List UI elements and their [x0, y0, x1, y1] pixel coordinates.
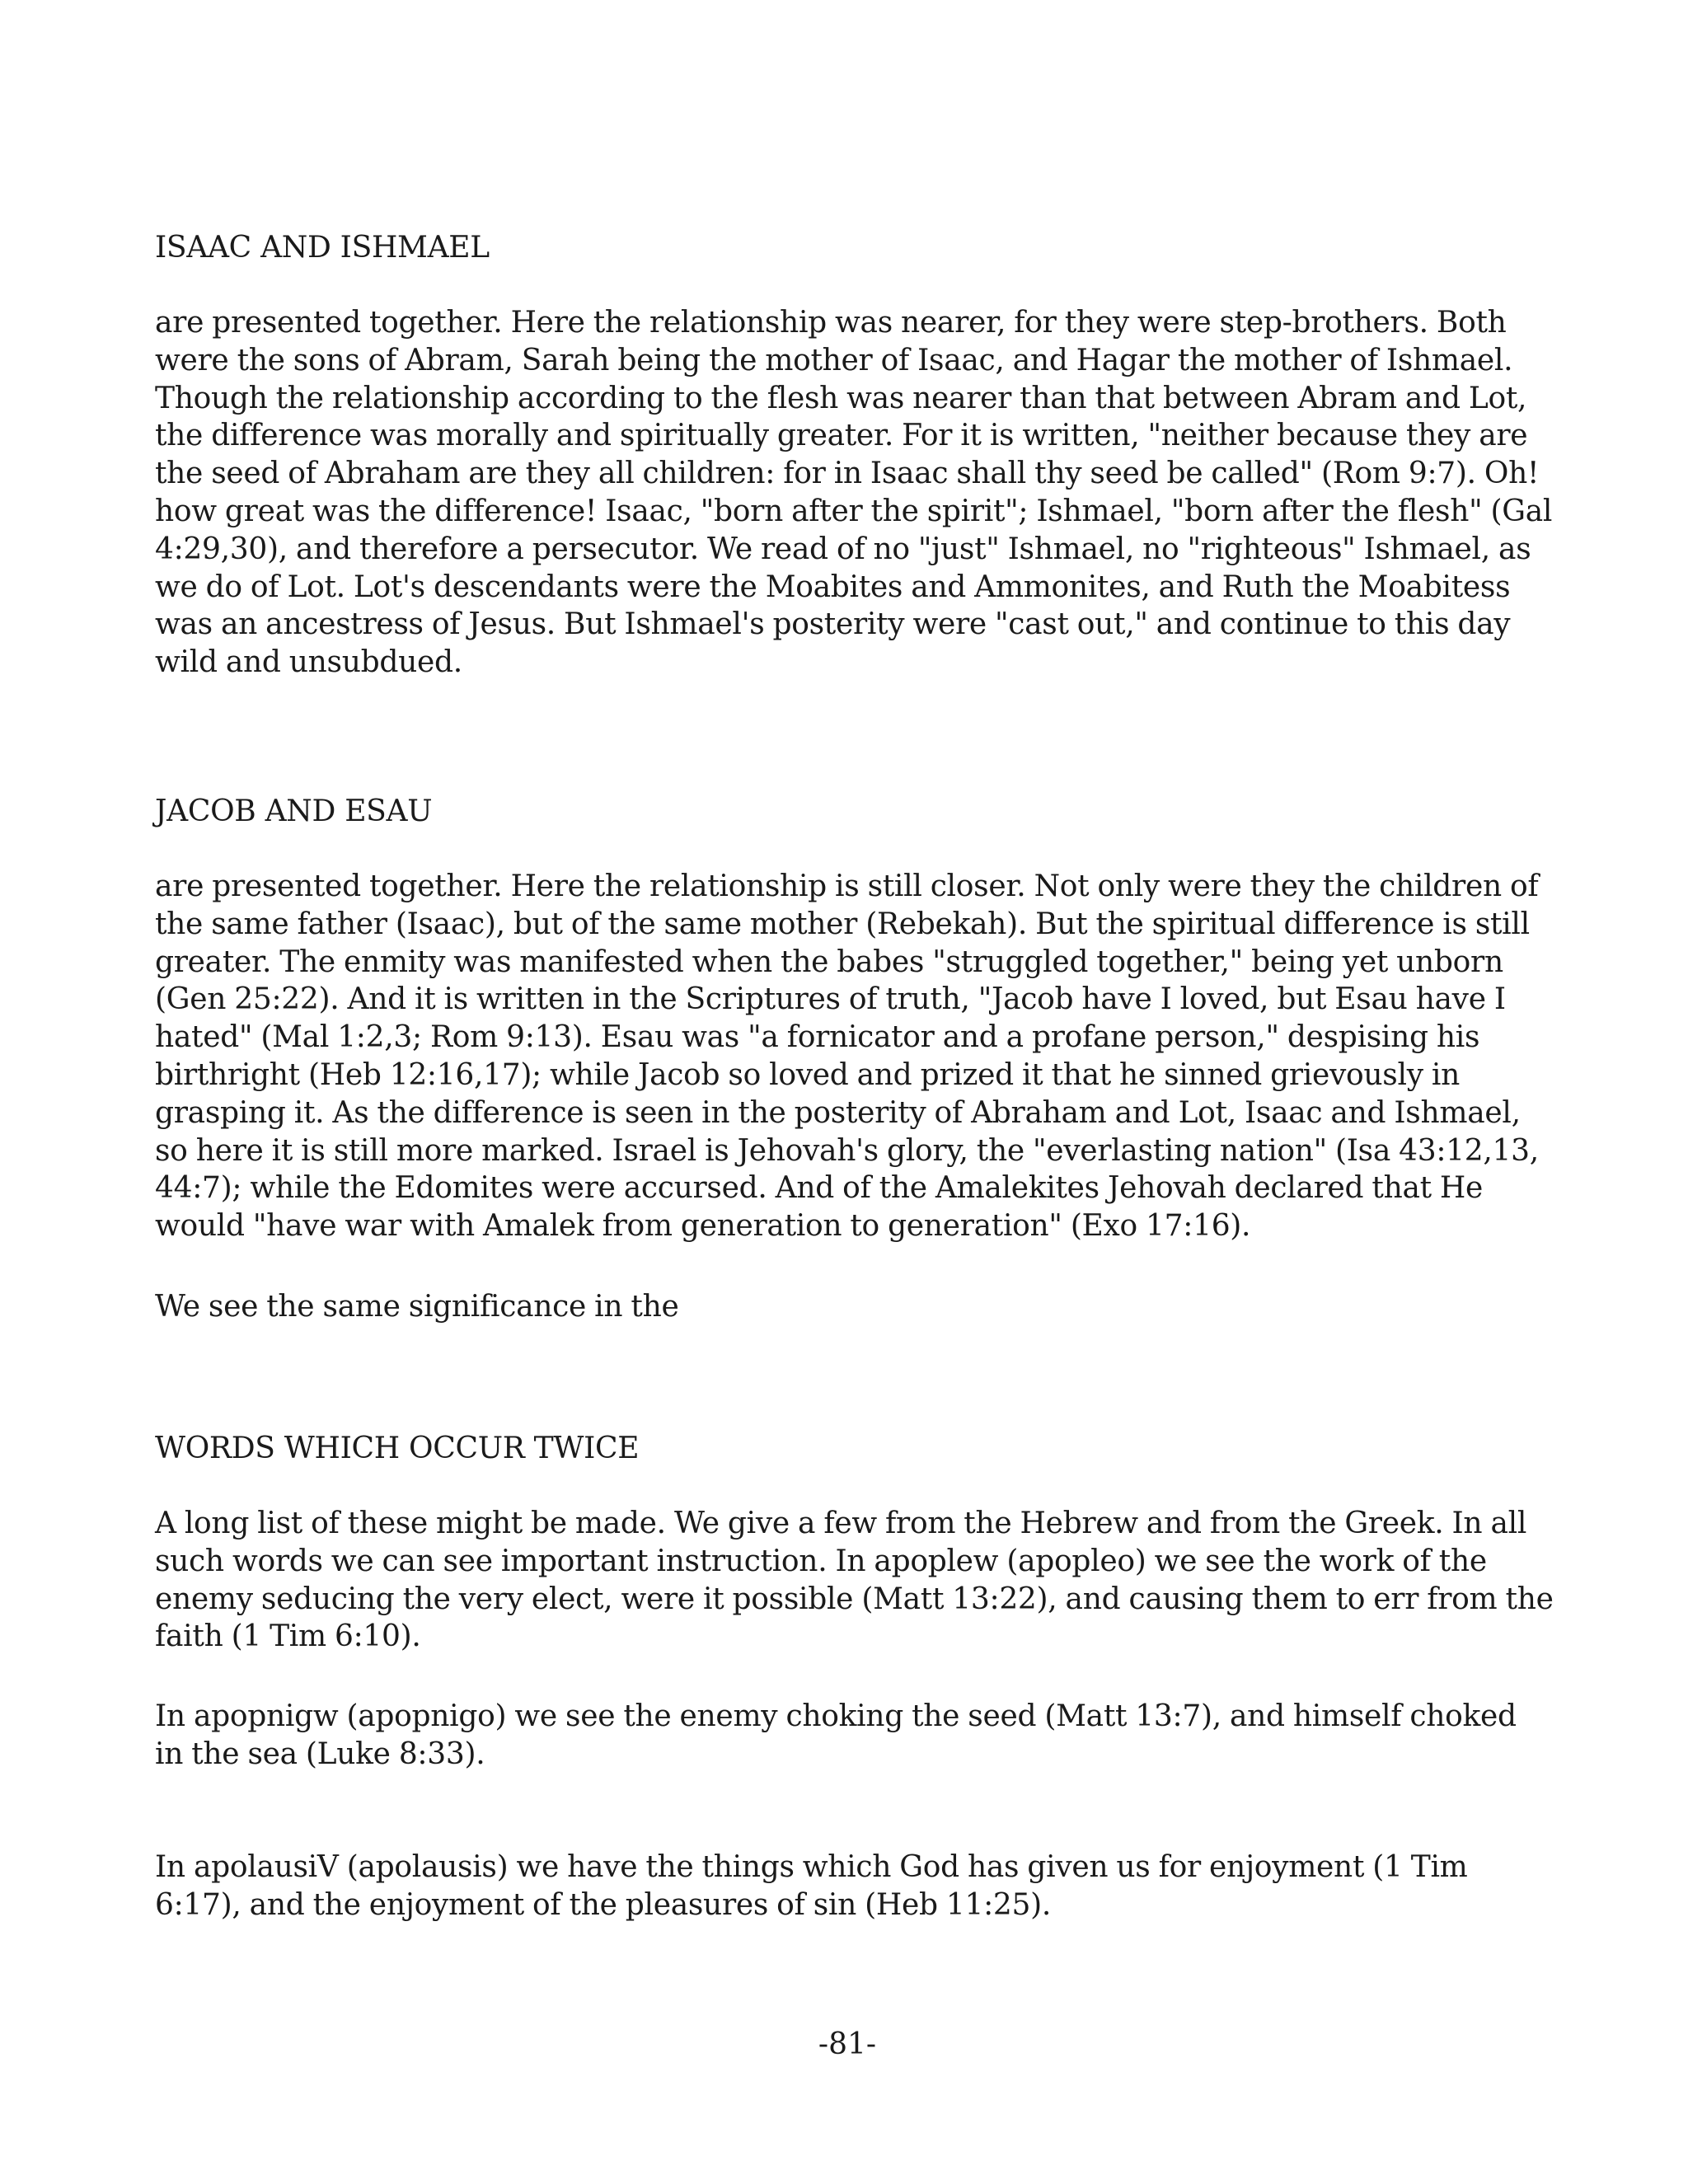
text-line: we do of Lot. Lot's descendants were the Moabites and Ammonites, and Ruth the Moabitess: [155, 569, 1511, 604]
paragraph-apopnigo: [155, 1698, 1517, 1774]
text-line: the seed of Abraham are they all children: for in Isaac shall thy seed be called" (Rom 9:7). Oh!: [155, 457, 1540, 491]
text-line: faith (1 Tim 6:10).: [155, 1619, 421, 1654]
text-line: were the sons of Abram, Sarah being the mother of Isaac, and Hagar the mother of Ishmael.: [155, 343, 1513, 377]
paragraph-apopleo: [155, 1505, 1554, 1656]
text-line: A long list of these might be made. We give a few from the Hebrew and from the Greek. In all: [155, 1507, 1527, 1540]
paragraph-jacob-and-esau: [155, 868, 1539, 1245]
paragraph-apolausis: [155, 1849, 1468, 1924]
text-line: enemy seducing the very elect, were it possible (Matt 13:22), and causing them to err from the: [155, 1582, 1554, 1616]
text-line: the difference was morally and spiritually greater. For it is written, "neither because they are: [155, 419, 1528, 453]
text-line: 6:17), and the enjoyment of the pleasures of sin (Heb 11:25).: [155, 1887, 1051, 1922]
text-line: such words we can see important instruction. In apoplew (apopleo) we see the work of the: [155, 1544, 1487, 1578]
section-heading-jacob-and-esau: JACOB AND ESAU: [155, 794, 433, 828]
section-heading-words-which-occur-twice: WORDS WHICH OCCUR TWICE: [155, 1432, 640, 1465]
text-line: the same father (Isaac), but of the same mother (Rebekah). But the spiritual difference is still: [155, 907, 1530, 941]
section-heading-isaac-and-ishmael: ISAAC AND ISHMAEL: [155, 231, 490, 265]
text-line: greater. The enmity was manifested when the babes "struggled together," being yet unborn: [155, 944, 1503, 979]
text-line: grasping it. As the difference is seen in the posterity of Abraham and Lot, Isaac and Ishmael,: [155, 1095, 1521, 1130]
text-line: Though the relationship according to the flesh was nearer than that between Abram and Lot,: [155, 381, 1527, 415]
text-line: would "have war with Amalek from generation to generation" (Exo 17:16).: [155, 1209, 1251, 1244]
text-line: in the sea (Luke 8:33).: [155, 1736, 485, 1771]
text-line: In apolausiV (apolausis) we have the things which God has given us for enjoyment (1 Tim: [155, 1850, 1468, 1884]
text-line: are presented together. Here the relationship was nearer, for they were step-brothers. Both: [155, 306, 1507, 340]
text-line: birthright (Heb 12:16,17); while Jacob so loved and prized it that he sinned grievously in: [155, 1057, 1460, 1092]
text-line: how great was the difference! Isaac, "born after the spirit"; Ishmael, "born after the flesh" (Gal: [155, 494, 1553, 528]
text-line: hated" (Mal 1:2,3; Rom 9:13). Esau was "a fornicator and a profane person," despising his: [155, 1020, 1480, 1055]
paragraph-isaac-and-ishmael: [155, 304, 1552, 682]
text-line: We see the same significance in the: [155, 1290, 679, 1324]
text-line: was an ancestress of Jesus. But Ishmael's posterity were "cast out," and continue to this day: [155, 607, 1511, 642]
text-line: 44:7); while the Edomites were accursed. And of the Amalekites Jehovah declared that He: [155, 1171, 1484, 1206]
text-line: are presented together. Here the relationship is still closer. Not only were they the children of: [155, 869, 1539, 903]
text-line: wild and unsubdued.: [155, 645, 462, 680]
text-line: In apopnigw (apopnigo) we see the enemy choking the seed (Matt 13:7), and himself choked: [155, 1699, 1517, 1733]
text-line: (Gen 25:22). And it is written in the Scriptures of truth, "Jacob have I loved, but Esau have I: [155, 982, 1506, 1017]
paragraph-transition: [155, 1288, 678, 1326]
page-number: -81-: [818, 2027, 877, 2061]
text-line: so here it is still more marked. Israel is Jehovah's glory, the "everlasting nation" (Isa 43:12,13,: [155, 1133, 1539, 1168]
text-line: 4:29,30), and therefore a persecutor. We read of no "just" Ishmael, no "righteous" Ishmael, as: [155, 532, 1531, 566]
